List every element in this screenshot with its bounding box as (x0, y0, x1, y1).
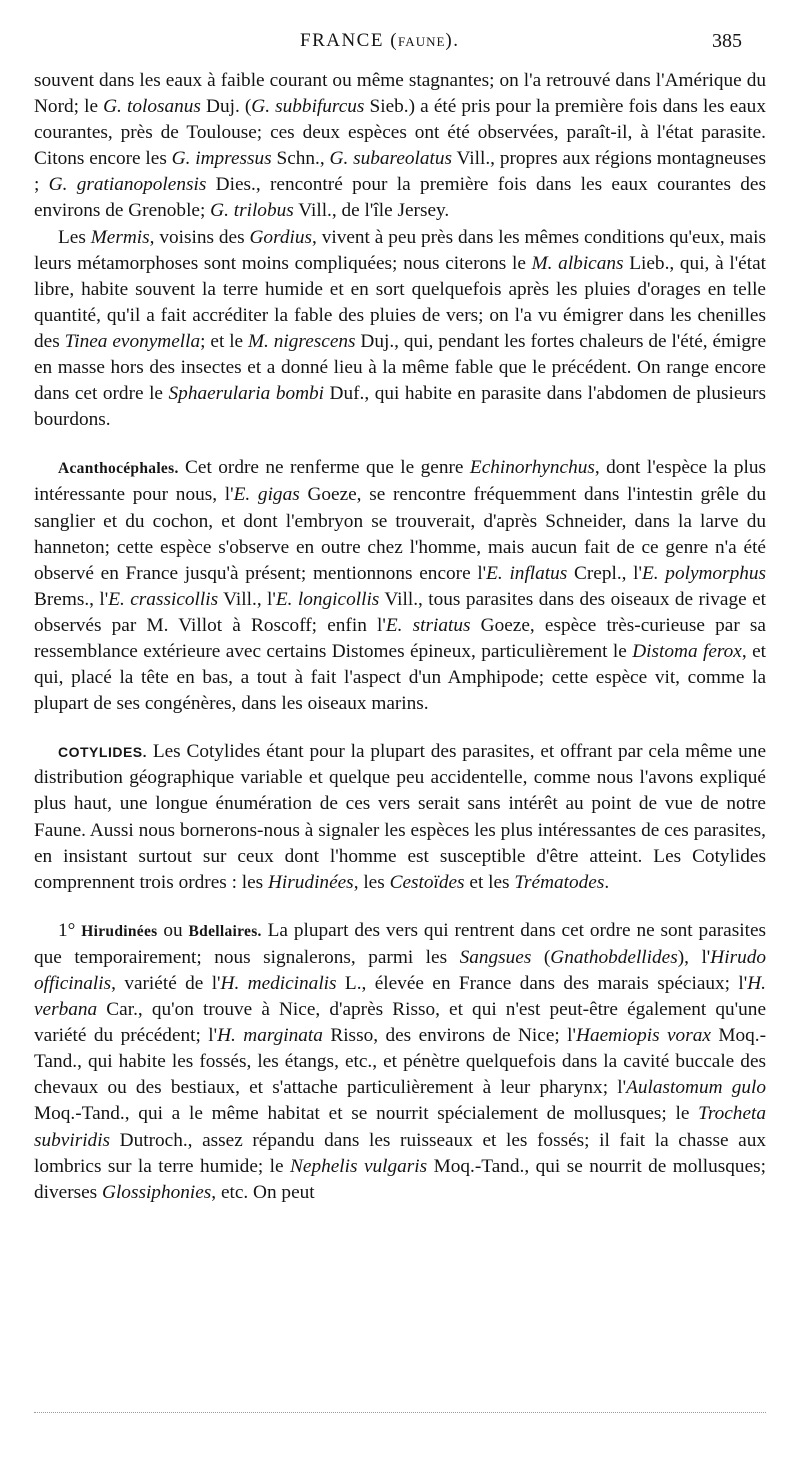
text-run: , et qui, placé la tête en bas, a tout à fait l'aspect d'un Amphipode; cette espèce vit, comme la plupart de ses congénères, dans les oiseaux marins. (34, 640, 766, 715)
paragraph-cotylides (34, 739, 766, 896)
text-run: Goeze, espèce très-curieuse par sa ressemblance extérieure avec certains Distomes épineux, particulièrement le (34, 614, 766, 662)
species-name: E. polymorphus (642, 562, 766, 584)
genus-name: Mermis (90, 226, 150, 248)
text-run: Vill., l' (218, 588, 276, 610)
text-run: Car., qu'on trouve à Nice, d'après Risso, et qui n'est peut-être également qu'une variété du précédent; l' (34, 999, 766, 1047)
species-name: Glossiphonies (102, 1181, 212, 1203)
text-run: Cet ordre ne renferme que le genre (178, 457, 470, 479)
species-name: H. marginata (217, 1025, 323, 1047)
species-name: Aulastomum gulo (626, 1077, 767, 1099)
species-name: Tinea evonymella (64, 330, 201, 352)
species-name: E. gigas (233, 484, 300, 506)
species-name: H. medicinalis (220, 973, 337, 994)
species-name: G. trilobus (210, 200, 294, 222)
genus-name: Gordius (249, 226, 312, 248)
running-title-small-caps: FAUNE (398, 34, 446, 49)
running-title-main: FRANCE ( (300, 30, 399, 51)
page-body (34, 68, 766, 1206)
order-name: Trématodes (514, 871, 605, 893)
section-heading: Hirudinées (81, 922, 158, 940)
section-heading: Acanthocéphales. (58, 460, 179, 478)
species-name: Nephelis vulgaris (290, 1155, 428, 1177)
text-run: Risso, des environs de Nice; l' (322, 1025, 577, 1047)
species-name: E. longicollis (275, 588, 380, 610)
order-name: Cestoïdes (389, 871, 465, 893)
text-run: ), l' (677, 946, 711, 968)
paragraph-acanthocephales (34, 455, 766, 717)
bottom-bleed-through-rule (34, 1412, 766, 1413)
species-name: Trocheta subviridis (34, 1103, 766, 1151)
running-title (300, 30, 460, 52)
text-run: Lieb., qui, à l'état libre, habite souvent la terre humide et en sort quelquefois après les pluies d'orages en telle quantité, qu'il a fait accréditer la fable des pluies de vers; on l'a vu émigrer dans les chenilles des (34, 252, 766, 352)
running-title-end: ). (445, 30, 460, 51)
text-run: Moq.-Tand., qui a le même habitat et se nourrit spécialement de mollusques; le (34, 1103, 699, 1125)
text-run: Duj. ( (200, 96, 252, 118)
species-name: Distoma ferox (632, 640, 742, 662)
text-run: souvent dans les eaux à faible courant ou même stagnantes; on l'a retrouvé dans l'Amérique du Nord; le (34, 70, 766, 118)
paragraph-mermis (34, 225, 766, 434)
text-run: Goeze, se rencontre fréquemment dans l'intestin grêle du sanglier et du cochon, et dont l'embryon se trouverait, d'après Schneider, dans la larve du hanneton; cette espèce s'observe en outre chez l'homme, mais aucun fait de ce genre n'a été observé en France jusqu'à présent; mentionnons encore l' (34, 484, 766, 584)
text-run: ( (531, 946, 551, 968)
text-run: Vill., tous parasites dans des oiseaux de rivage et observés par M. Villot à Roscoff; enfin l' (34, 588, 766, 636)
text-run: . (604, 871, 610, 893)
species-name: E. striatus (385, 614, 471, 636)
text-run: Vill., propres aux régions montagneuses ; (34, 148, 766, 196)
species-name: G. impressus (171, 148, 272, 170)
text-run: Duf., qui habite en parasite dans l'abdomen de plusieurs bourdons. (34, 383, 766, 431)
species-name: Gnathobdellides (550, 946, 678, 968)
page-header (0, 30, 800, 60)
genus-name: Echinorhynchus (469, 457, 595, 479)
species-name: Sangsues (459, 946, 532, 968)
species-name: E. inflatus (486, 562, 568, 584)
section-heading: Bdellaires. (188, 922, 262, 940)
text-run: Schn., (271, 148, 330, 170)
text-run: Dies., rencontré pour la première fois dans les eaux courantes des environs de Grenoble; (34, 174, 766, 222)
text-run: Sieb.) a été pris pour la première fois dans les eaux courantes, près de Toulouse; ces deux espèces ont été observées, paraît-il, à l'état parasite. Citons encore les (34, 96, 766, 170)
text-run: , dont l'espèce la plus intéressante pour nous, l' (34, 457, 766, 506)
text-run: Duj., qui, pendant les fortes chaleurs de l'été, émigre en masse hors des insectes et a donné lieu à la même fable que le précédent. On range encore dans cet ordre le (34, 330, 766, 405)
text-run: L., élevée en France dans des marais spéciaux; l' (336, 973, 748, 994)
text-run: ; et le (200, 330, 248, 352)
section-number: 1° (58, 919, 82, 941)
text-run: , vivent à peu près dans les mêmes conditions qu'eux, mais leurs métamorphoses sont moins compliquées; nous citerons le (34, 226, 766, 274)
species-name: Sphaerularia bombi (168, 383, 325, 405)
text-run: , etc. On peut (211, 1181, 315, 1203)
species-name: G. subbifurcus (251, 96, 365, 118)
text-run: ou (157, 919, 189, 941)
species-name: E. crassicollis (108, 588, 219, 610)
text-run: Les (58, 226, 91, 248)
text-run: Moq.-Tand., qui habite les fossés, les étangs, etc., et pénètre quelquefois dans la cavité buccale des chevaux ou des bestiaux, et s'attache particulièrement à leur pharynx; l' (34, 1025, 766, 1099)
species-name: M. albicans (531, 252, 624, 274)
text-run: , voisins des (149, 226, 250, 248)
text-run: Dutroch., assez répandu dans les ruisseaux et les fossés; il fait la chasse aux lombrics sur la terre humide; le (34, 1129, 766, 1177)
text-run: Moq.-Tand., qui se nourrit de mollusques; diverses (34, 1155, 766, 1203)
text-run: , les (353, 871, 390, 893)
species-name: M. nigrescens (248, 330, 356, 352)
paragraph-hirudinees (34, 918, 766, 1206)
species-name: G. gratianopolensis (48, 174, 207, 196)
species-name: G. subareolatus (329, 148, 453, 170)
species-name: H. verbana (34, 973, 766, 1021)
text-run: La plupart des vers qui rentrent dans cet ordre ne sont parasites que temporairement; nous signalerons, parmi les (34, 919, 767, 968)
text-run: , variété de l' (111, 973, 221, 994)
text-run: Vill., de l'île Jersey. (293, 200, 450, 222)
species-name: G. tolosanus (103, 96, 201, 118)
text-run: Crepl., l' (567, 562, 643, 584)
paragraph-gordius-continued (34, 68, 766, 225)
text-run: Brems., l' (34, 588, 109, 610)
text-run: et les (464, 871, 515, 893)
species-name: Haemiopis vorax (576, 1025, 711, 1047)
text-run: Les Cotylides étant pour la plupart des parasites, et offrant par cela même une distribution géographique variable et quelque peu accidentelle, comme nous l'avons expliqué plus haut, une longue énumération de ces vers serait sans intérêt au point de vue de notre Faune. Aussi nous bornerons-nous à signaler les espèces les plus intéressantes de ces parasites, en insistant surtout sur ceux dont l'homme est susceptible d'être atteint. Les Cotylides comprennent trois ordres : les (34, 741, 766, 893)
species-name: Hirudo officinalis (34, 946, 766, 994)
section-heading: COTYLIDES. (58, 744, 148, 761)
order-name: Hirudinées (268, 871, 354, 893)
page-number: 385 (712, 30, 742, 52)
